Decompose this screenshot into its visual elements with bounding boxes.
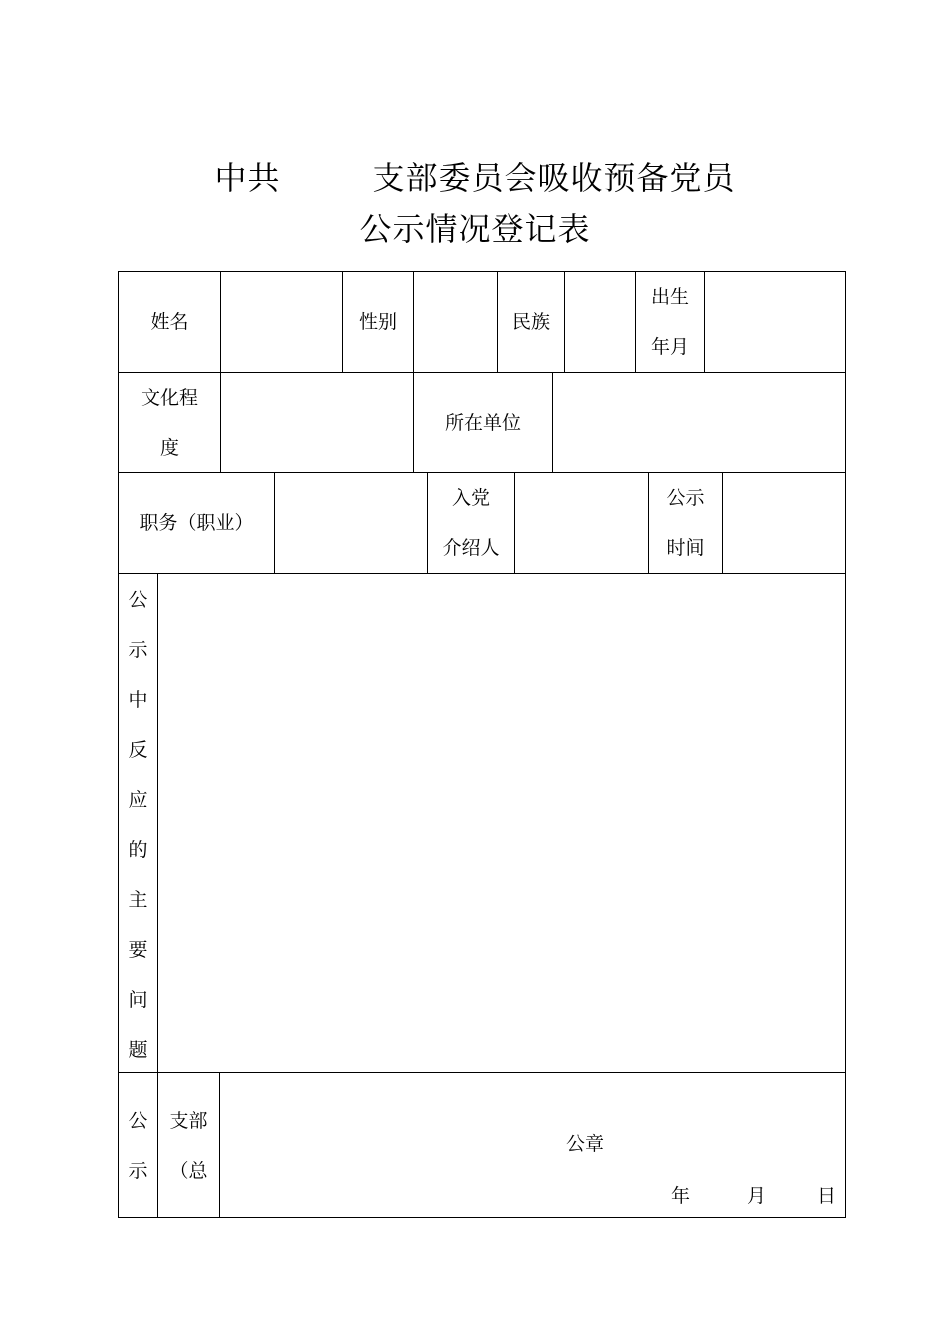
- unit-input[interactable]: [553, 373, 845, 472]
- date-day-label: 日: [817, 1185, 837, 1207]
- notice-time-label-line2: 时间: [666, 537, 705, 559]
- unit-label: 所在单位: [444, 411, 521, 434]
- issues-label-char: 问: [128, 989, 148, 1011]
- footer-label-char: 示: [128, 1160, 148, 1182]
- birth-label-line2: 年月: [650, 336, 689, 358]
- birth-date-label: [636, 272, 704, 372]
- introducer-label: [428, 473, 514, 573]
- introducer-input[interactable]: [515, 473, 648, 573]
- footer-label-char: 公: [128, 1110, 148, 1132]
- name-input[interactable]: [221, 272, 342, 372]
- issues-content-area[interactable]: [158, 574, 845, 1072]
- title-suffix: 支部委员会吸收预备党员: [372, 159, 736, 197]
- education-label-line1: 文化程: [140, 386, 198, 409]
- seal-area[interactable]: [220, 1073, 845, 1217]
- gender-input[interactable]: [414, 272, 497, 372]
- footer-label: [119, 1096, 157, 1196]
- issues-label-char: 反: [128, 739, 148, 761]
- form-title-line2: 公示情况登记表: [359, 210, 591, 248]
- notice-time-label: [649, 473, 722, 573]
- issues-label-char: 应: [128, 789, 148, 811]
- issues-label-char: 要: [128, 939, 148, 961]
- issues-label-char: 公: [128, 589, 148, 611]
- title-prefix: 中共: [214, 159, 281, 197]
- name-label: 姓名: [150, 311, 189, 333]
- notice-time-label-line1: 公示: [666, 487, 705, 509]
- issues-label-char: 的: [128, 839, 148, 861]
- notice-time-input[interactable]: [723, 473, 845, 573]
- date-month-label: 月: [747, 1185, 767, 1207]
- introducer-label-line2: 介绍人: [442, 537, 500, 559]
- education-input[interactable]: [221, 373, 413, 472]
- issues-label-char: 中: [128, 689, 148, 711]
- birth-label-line1: 出生: [650, 286, 689, 308]
- birth-date-input[interactable]: [705, 272, 845, 372]
- branch-label: [158, 1096, 219, 1196]
- issues-label-char: 示: [128, 639, 148, 661]
- education-label-line2: 度: [159, 436, 179, 459]
- issues-label: [119, 575, 157, 1075]
- introducer-label-line1: 入党: [451, 487, 490, 509]
- branch-label-line1: 支部: [169, 1110, 208, 1132]
- issues-label-char: 主: [128, 889, 148, 911]
- issues-label-char: 题: [128, 1039, 148, 1061]
- date-year-label: 年: [671, 1185, 691, 1207]
- branch-label-line2: （总: [169, 1160, 208, 1182]
- position-input[interactable]: [275, 473, 427, 573]
- official-seal-label: 公章: [566, 1133, 605, 1155]
- ethnicity-input[interactable]: [565, 272, 635, 372]
- form-title-line1: [0, 153, 950, 199]
- ethnicity-label: 民族: [511, 311, 550, 333]
- gender-label: 性别: [358, 311, 397, 333]
- education-label: [119, 373, 220, 472]
- position-label: 职务（职业）: [139, 512, 254, 534]
